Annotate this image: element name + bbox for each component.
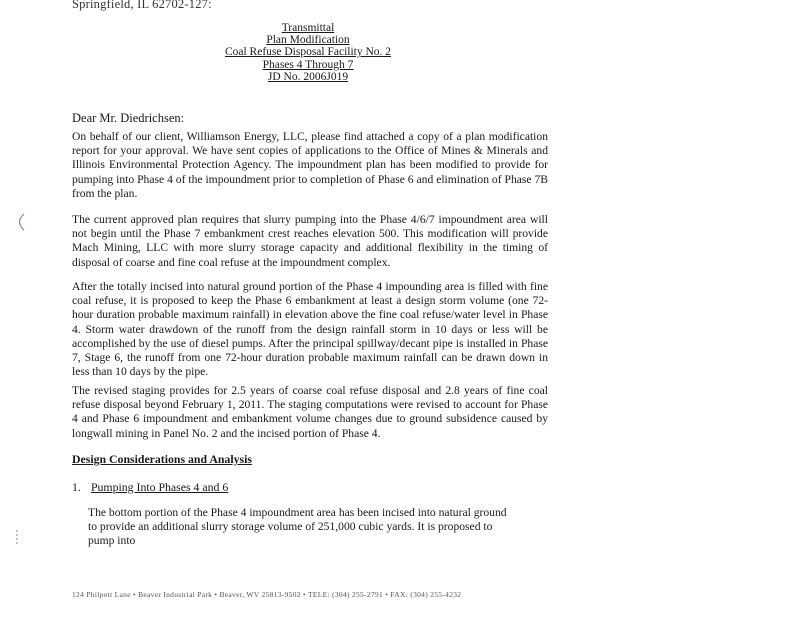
- binder-hole-icon: [12, 528, 22, 548]
- paragraph-2: The current approved plan requires that slurry pumping into the Phase 4/6/7 impoundment area will not begin until the Phase 7 embankment crest reaches elevation 500. This modification will provide Mach Mining, LLC with more slurry storage capacity and additional flexibility in the timing of disposal of coarse and fine coal refuse at the impoundment complex.: [72, 213, 548, 269]
- title-line-5: JD No. 2006J019: [267, 70, 349, 83]
- title-block: [200, 22, 416, 83]
- list-item-number: 1.: [72, 480, 81, 494]
- footer-address: 124 Philpott Lane • Beaver Industrial Park • Beaver, WV 25813-9502 • TELE: (304) 255-2791 • FAX: (304) 255-4232: [72, 590, 462, 599]
- salutation: Dear Mr. Diedrichsen:: [72, 111, 185, 125]
- title-line-2: Plan Modification: [266, 34, 350, 47]
- title-line-4: Phases 4 Through 7: [262, 58, 354, 71]
- list-item: [72, 480, 228, 495]
- sub-paragraph: The bottom portion of the Phase 4 impoundment area has been incised into natural ground to provide an additional slurry storage volume of 251,000 cubic yards. It is proposed to pump into: [88, 506, 507, 548]
- section-heading: Design Considerations and Analysis: [72, 452, 252, 466]
- title-line-1: Transmittal: [281, 22, 335, 34]
- title-line-3: Coal Refuse Disposal Facility No. 2: [224, 46, 392, 59]
- paragraph-4: The revised staging provides for 2.5 years of coarse coal refuse disposal and 2.8 years of fine coal refuse disposal beyond February 1, 2011. The staging computations were revised to account for Phase 4 and Phase 6 impoundment and embankment volume changes due to ground subsidence caused by longwall mining in Panel No. 2 and the incised portion of Phase 4.: [72, 384, 548, 440]
- binder-hole-mark: [12, 212, 26, 236]
- binder-hole-mark-lower: [12, 528, 22, 552]
- paragraph-3: After the totally incised into natural ground portion of the Phase 4 impounding area is filled with fine coal refuse, it is proposed to keep the Phase 6 embankment at least a design storm volume (one 72-hour duration probable maximum rainfall) in elevation above the fine coal refuse/water level in Phase 4. Storm water drawdown of the runoff from the design rainfall storm in 10 days or less will be accomplished by the use of diesel pumps. After the principal spillway/decant pipe is installed in Phase 7, Stage 6, the runoff from one 72-hour duration probable maximum rainfall can be drawn down in less than 10 days by the pipe.: [72, 280, 548, 379]
- binder-hole-icon: [12, 212, 26, 232]
- address-line: Springfield, IL 62702-127:: [72, 0, 212, 11]
- paragraph-1: On behalf of our client, Williamson Energy, LLC, please find attached a copy of a plan modification report for your approval. We have sent copies of applications to the Office of Mines & Minerals and Illinois Environmental Protection Agency. The impoundment plan has been modified to provide for pumping into Phase 4 of the impoundment prior to completion of Phase 6 and elimination of Phase 7B from the plan.: [72, 130, 548, 200]
- list-item-label: Pumping Into Phases 4 and 6: [90, 480, 229, 494]
